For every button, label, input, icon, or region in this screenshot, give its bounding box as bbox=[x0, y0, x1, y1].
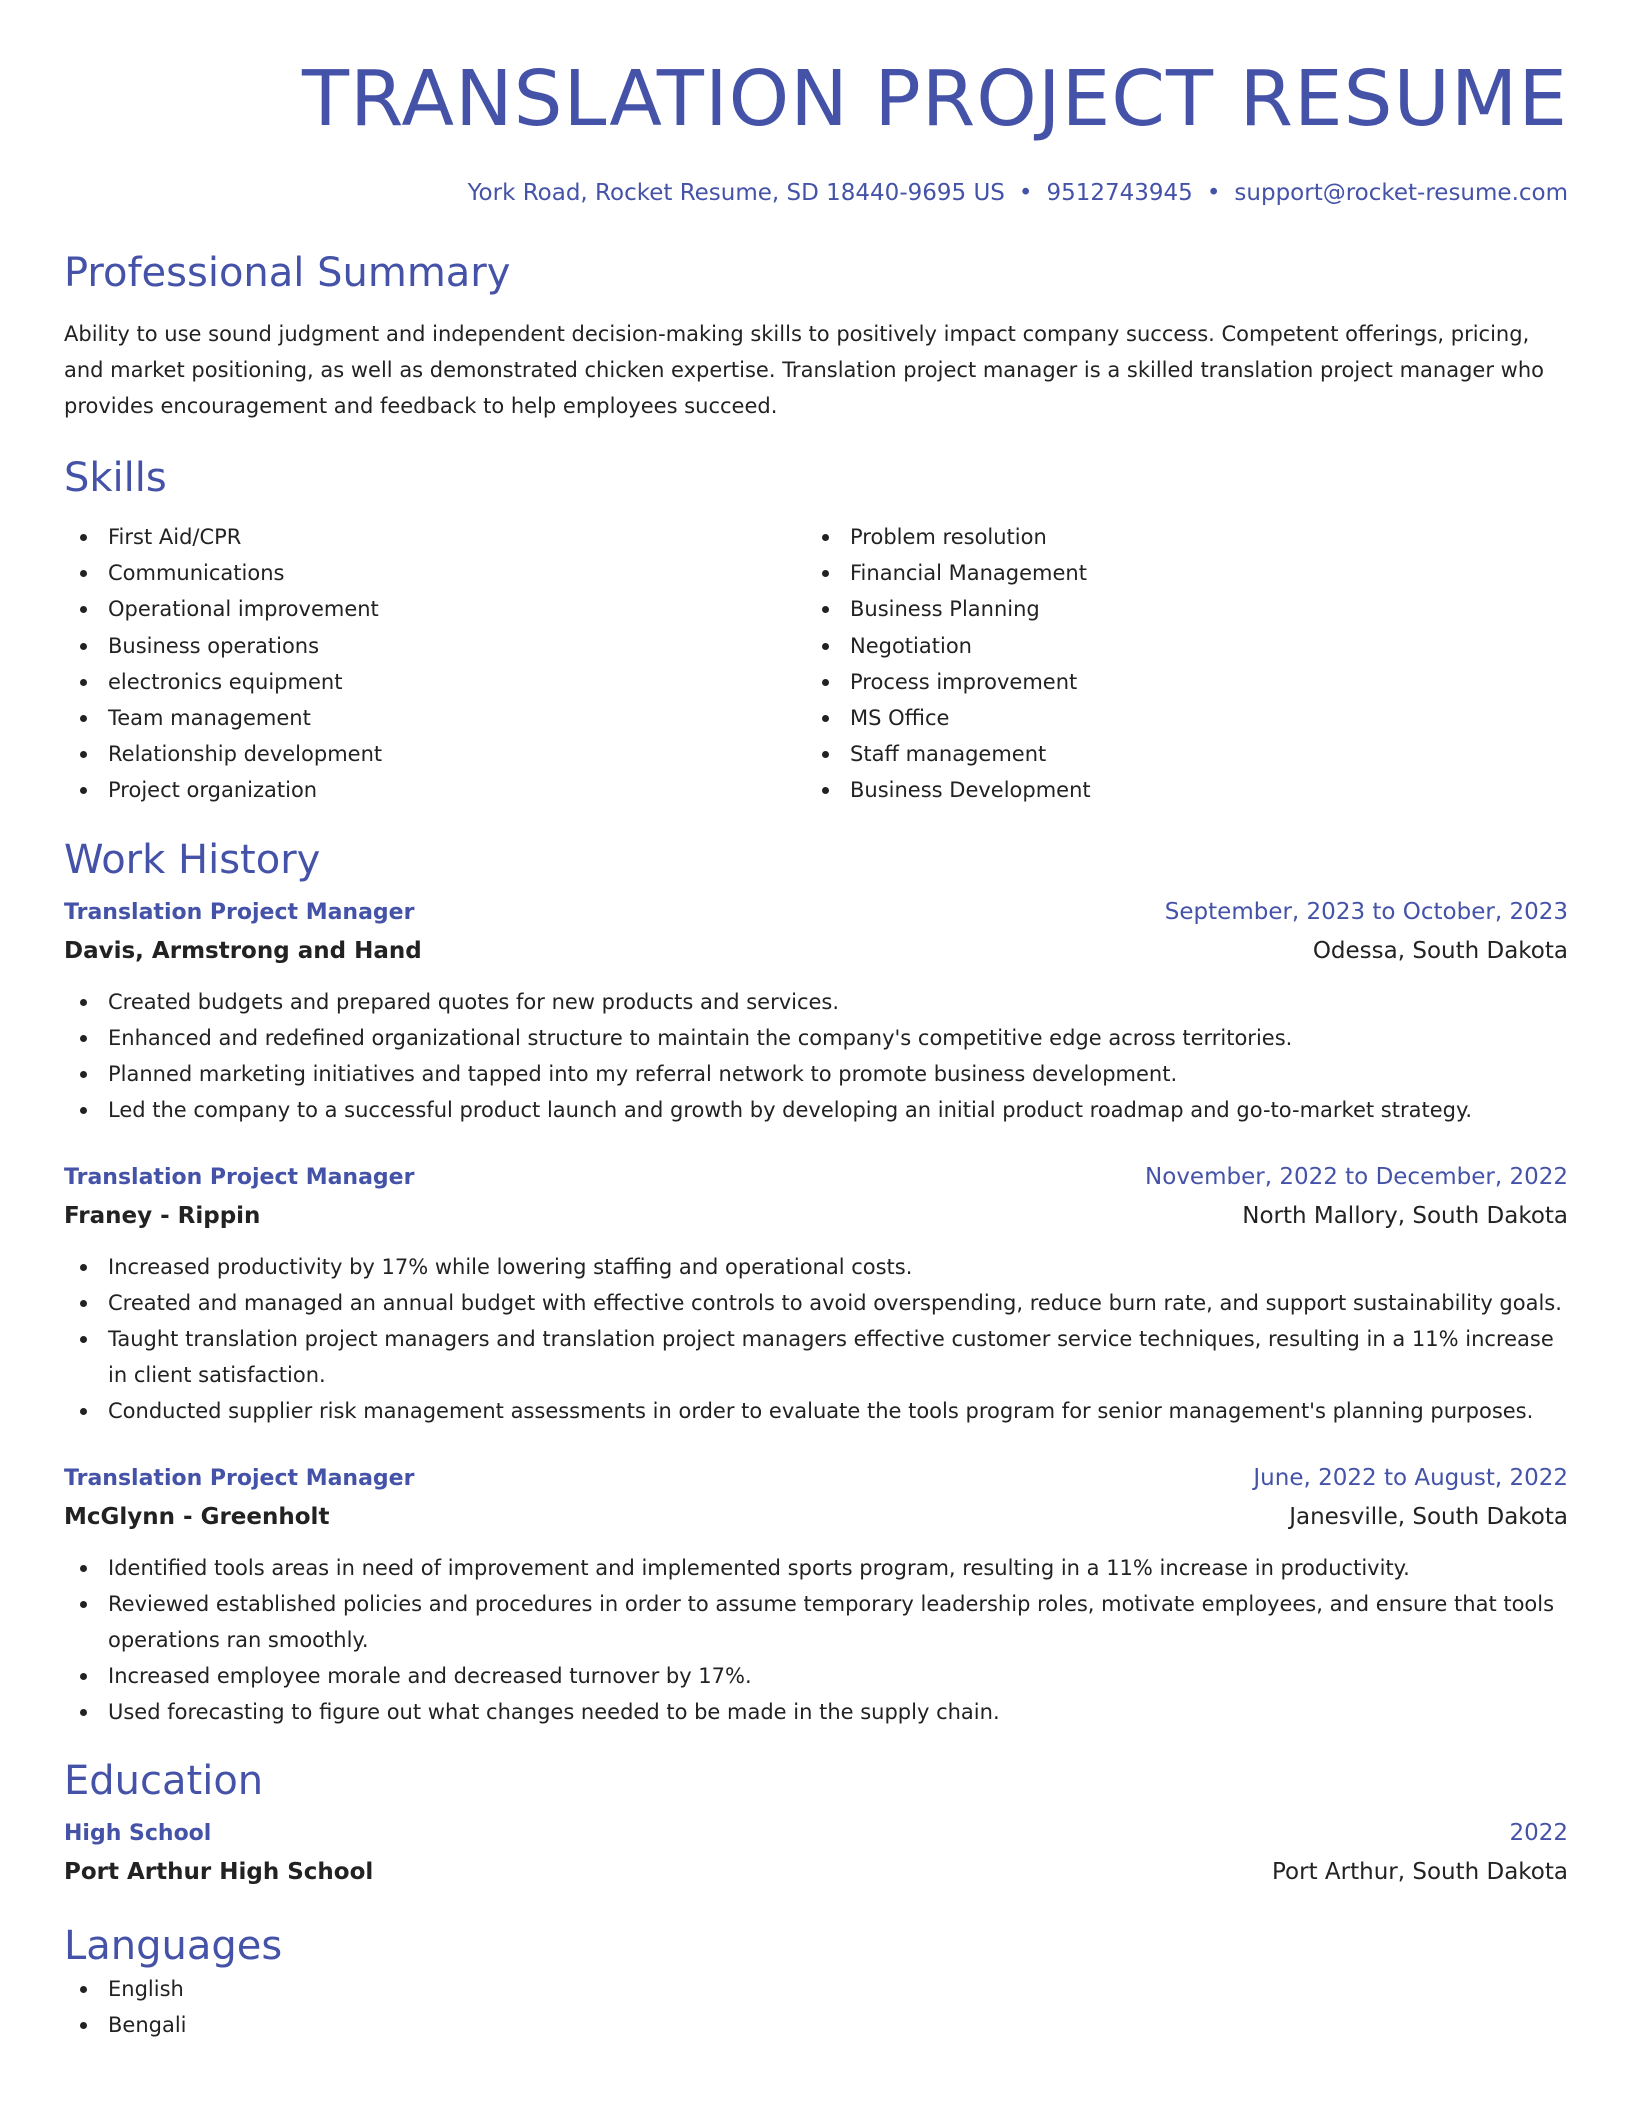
skills-list-right bbox=[806, 519, 1568, 809]
job-bullet: Increased employee morale and decreased turnover by 17%. bbox=[64, 1658, 1568, 1694]
languages-list bbox=[64, 1971, 1568, 2043]
skills-columns bbox=[64, 519, 1568, 809]
skill-item: Communications bbox=[64, 555, 806, 591]
summary-text: Ability to use sound judgment and independent decision-making skills to positively impact company success. Competent offerings, pricing, and market positioning, as well as demonstrated chicken expertise. Translation project manager is a skilled translation project manager who provides encouragement and feedback to help employees succeed. bbox=[64, 322, 1544, 418]
contact-line bbox=[64, 178, 1568, 208]
skill-item: Staff management bbox=[806, 736, 1568, 772]
job-entry bbox=[64, 1459, 1568, 1730]
contact-email: support@rocket-resume.com bbox=[1234, 180, 1568, 206]
job-bullets bbox=[64, 1249, 1568, 1429]
job-entry bbox=[64, 1158, 1568, 1429]
summary-heading: Professional Summary bbox=[64, 250, 511, 296]
job-dates: June, 2022 to August, 2022 bbox=[1253, 1464, 1568, 1491]
skill-item: Relationship development bbox=[64, 736, 806, 772]
contact-separator: • bbox=[1018, 180, 1033, 206]
job-company: Davis, Armstrong and Hand bbox=[64, 937, 422, 964]
resume-title: TRANSLATION PROJECT RESUME bbox=[301, 55, 1568, 144]
job-bullet: Enhanced and redefined organizational structure to maintain the company's competitive edge across territories. bbox=[64, 1020, 1568, 1056]
skill-item: Operational improvement bbox=[64, 591, 806, 627]
education-school: Port Arthur High School bbox=[64, 1858, 374, 1885]
job-bullet: Conducted supplier risk management assessments in order to evaluate the tools program for senior management's planning purposes. bbox=[64, 1393, 1568, 1429]
skills-column-right bbox=[806, 519, 1568, 809]
skill-item: MS Office bbox=[806, 700, 1568, 736]
job-company-row bbox=[64, 1197, 1568, 1235]
job-role: Translation Project Manager bbox=[64, 1164, 415, 1190]
job-header-row bbox=[64, 1459, 1568, 1498]
job-location: North Mallory, South Dakota bbox=[1242, 1202, 1568, 1229]
job-bullet: Used forecasting to figure out what changes needed to be made in the supply chain. bbox=[64, 1694, 1568, 1730]
skill-item: Business operations bbox=[64, 628, 806, 664]
education-location: Port Arthur, South Dakota bbox=[1272, 1858, 1568, 1885]
language-item: Bengali bbox=[64, 2007, 1568, 2043]
skill-item: Financial Management bbox=[806, 555, 1568, 591]
job-company: Franey - Rippin bbox=[64, 1202, 261, 1229]
job-company-row bbox=[64, 932, 1568, 970]
contact-phone: 9512743945 bbox=[1046, 180, 1193, 206]
job-location: Janesville, South Dakota bbox=[1289, 1503, 1568, 1530]
skill-item: Business Planning bbox=[806, 591, 1568, 627]
skill-item: First Aid/CPR bbox=[64, 519, 806, 555]
education-entry bbox=[64, 1814, 1568, 1891]
skills-heading: Skills bbox=[64, 455, 167, 501]
job-entry bbox=[64, 893, 1568, 1128]
language-item: English bbox=[64, 1971, 1568, 2007]
skill-item: Process improvement bbox=[806, 664, 1568, 700]
skills-list-left bbox=[64, 519, 806, 809]
contact-address: York Road, Rocket Resume, SD 18440-9695 US bbox=[467, 180, 1005, 206]
skill-item: Team management bbox=[64, 700, 806, 736]
education-heading: Education bbox=[64, 1757, 264, 1804]
education-degree: High School bbox=[64, 1820, 212, 1846]
job-bullet: Taught translation project managers and translation project managers effective customer service techniques, resulting in a 11% increase in client satisfaction. bbox=[64, 1321, 1568, 1393]
job-bullet: Increased productivity by 17% while lowering staffing and operational costs. bbox=[64, 1249, 1568, 1285]
work-history-heading: Work History bbox=[64, 836, 321, 883]
skill-item: Business Development bbox=[806, 772, 1568, 808]
job-bullet: Reviewed established policies and procedures in order to assume temporary leadership roles, motivate employees, and ensure that tools operations ran smoothly. bbox=[64, 1586, 1568, 1658]
skill-item: Problem resolution bbox=[806, 519, 1568, 555]
education-header-row bbox=[64, 1814, 1568, 1853]
job-header-row bbox=[64, 893, 1568, 932]
job-bullet: Created and managed an annual budget with effective controls to avoid overspending, reduce burn rate, and support sustainability goals. bbox=[64, 1285, 1568, 1321]
job-bullets bbox=[64, 984, 1568, 1128]
job-bullets bbox=[64, 1550, 1568, 1730]
job-bullet: Led the company to a successful product launch and growth by developing an initial product roadmap and go-to-market strategy. bbox=[64, 1092, 1568, 1128]
job-dates: November, 2022 to December, 2022 bbox=[1145, 1163, 1568, 1190]
job-bullet: Planned marketing initiatives and tapped into my referral network to promote business development. bbox=[64, 1056, 1568, 1092]
contact-separator: • bbox=[1206, 180, 1221, 206]
job-header-row bbox=[64, 1158, 1568, 1197]
languages-heading: Languages bbox=[64, 1922, 283, 1969]
education-school-row bbox=[64, 1853, 1568, 1891]
skill-item: electronics equipment bbox=[64, 664, 806, 700]
skills-column-left bbox=[64, 519, 806, 809]
job-role: Translation Project Manager bbox=[64, 899, 415, 925]
skill-item: Project organization bbox=[64, 772, 806, 808]
job-bullet: Created budgets and prepared quotes for new products and services. bbox=[64, 984, 1568, 1020]
job-role: Translation Project Manager bbox=[64, 1465, 415, 1491]
job-company: McGlynn - Greenholt bbox=[64, 1503, 330, 1530]
education-year: 2022 bbox=[1509, 1819, 1568, 1846]
job-bullet: Identified tools areas in need of improvement and implemented sports program, resulting in a 11% increase in productivity. bbox=[64, 1550, 1568, 1586]
job-location: Odessa, South Dakota bbox=[1312, 937, 1568, 964]
job-dates: September, 2023 to October, 2023 bbox=[1164, 898, 1568, 925]
skill-item: Negotiation bbox=[806, 628, 1568, 664]
job-company-row bbox=[64, 1498, 1568, 1536]
